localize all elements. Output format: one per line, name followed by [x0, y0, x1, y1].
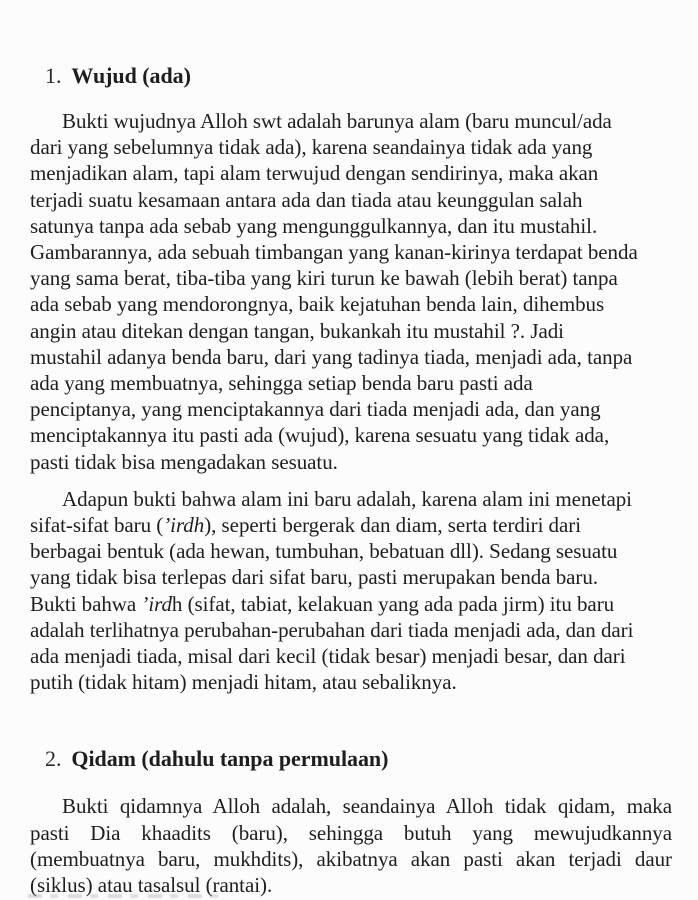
- text-line: ada yang membuatnya, sehingga setiap benda baru pasti ada: [30, 371, 533, 396]
- text-line: menciptakannya itu pasti ada (wujud), karena sesuatu yang tidak ada,: [30, 423, 610, 448]
- heading-title: Qidam (dahulu tanpa permulaan): [71, 746, 389, 772]
- text-line: sifat-sifat baru (’irdh), seperti bergerak dan diam, serta terdiri dari: [30, 513, 582, 538]
- paragraph-qidam-1: [30, 793, 672, 898]
- text-line: pasti tidak bisa mengadakan sesuatu.: [30, 449, 338, 474]
- text-line: angin atau ditekan dengan tangan, bukankah itu mustahil ?. Jadi: [30, 318, 564, 343]
- heading-number: 1.: [45, 63, 62, 88]
- text-line: yang tidak bisa terlepas dari sifat baru, pasti merupakan benda baru.: [30, 565, 599, 590]
- text-line: menjadikan alam, tapi alam terwujud dengan sendirinya, maka akan: [30, 161, 599, 186]
- section-heading-wujud: [30, 0, 672, 90]
- text-line: dari yang sebelumnya tidak ada), karena seandainya tidak ada yang: [30, 135, 593, 160]
- text-line: ada sebab yang mendorongnya, baik kejatuhan benda lain, dihembus: [30, 292, 605, 317]
- text-line: pasti Dia khaadits (baru), sehingga butuh yang mewujudkannya: [30, 820, 672, 845]
- text-line: penciptanya, yang menciptakannya dari tiada menjadi ada, dan yang: [30, 397, 601, 422]
- text-line: Gambarannya, ada sebuah timbangan yang kanan-kirinya terdapat benda: [30, 240, 638, 265]
- paragraph-wujud-2: [30, 486, 672, 696]
- cutoff-next-line-fragment: [28, 894, 223, 898]
- text-line: mustahil adanya benda baru, dari yang tadinya tiada, menjadi ada, tanpa: [30, 344, 633, 369]
- text-line: Bukti qidamnya Alloh adalah, seandainya Alloh tidak qidam, maka: [62, 794, 672, 819]
- text-line: Adapun bukti bahwa alam ini baru adalah, karena alam ini menetapi: [62, 486, 632, 511]
- text-line: adalah terlihatnya perubahan-perubahan dari tiada menjadi ada, dan dari: [30, 617, 634, 642]
- text-line: Bukti wujudnya Alloh swt adalah barunya alam (baru muncul/ada: [62, 109, 612, 133]
- text-line: putih (tidak hitam) menjadi hitam, atau sebaliknya.: [30, 670, 457, 695]
- text-line: (membuatnya baru, mukhdits), akibatnya akan pasti akan terjadi daur: [30, 846, 672, 871]
- document-body: [30, 0, 672, 898]
- text-line: terjadi suatu kesamaan antara ada dan tiada atau keunggulan salah: [30, 187, 583, 212]
- text-line: ada menjadi tiada, misal dari kecil (tidak besar) menjadi besar, dan dari: [30, 644, 626, 669]
- text-line: Bukti bahwa ’irdh (sifat, tabiat, kelakuan yang ada pada jirm) itu baru: [30, 591, 615, 616]
- heading-number: 2.: [45, 746, 62, 772]
- text-line: yang sama berat, tiba-tiba yang kiri turun ke bawah (lebih berat) tanpa: [30, 266, 618, 291]
- paragraph-wujud-1: [30, 108, 672, 475]
- section-heading-qidam: [30, 745, 672, 773]
- heading-title: Wujud (ada): [71, 63, 191, 88]
- text-line: (siklus) atau tasalsul (rantai).: [30, 873, 273, 898]
- text-line: berbagai bentuk (ada hewan, tumbuhan, bebatuan dll). Sedang sesuatu: [30, 539, 618, 564]
- text-line: satunya tanpa ada sebab yang mengunggulkannya, dan itu mustahil.: [30, 213, 598, 238]
